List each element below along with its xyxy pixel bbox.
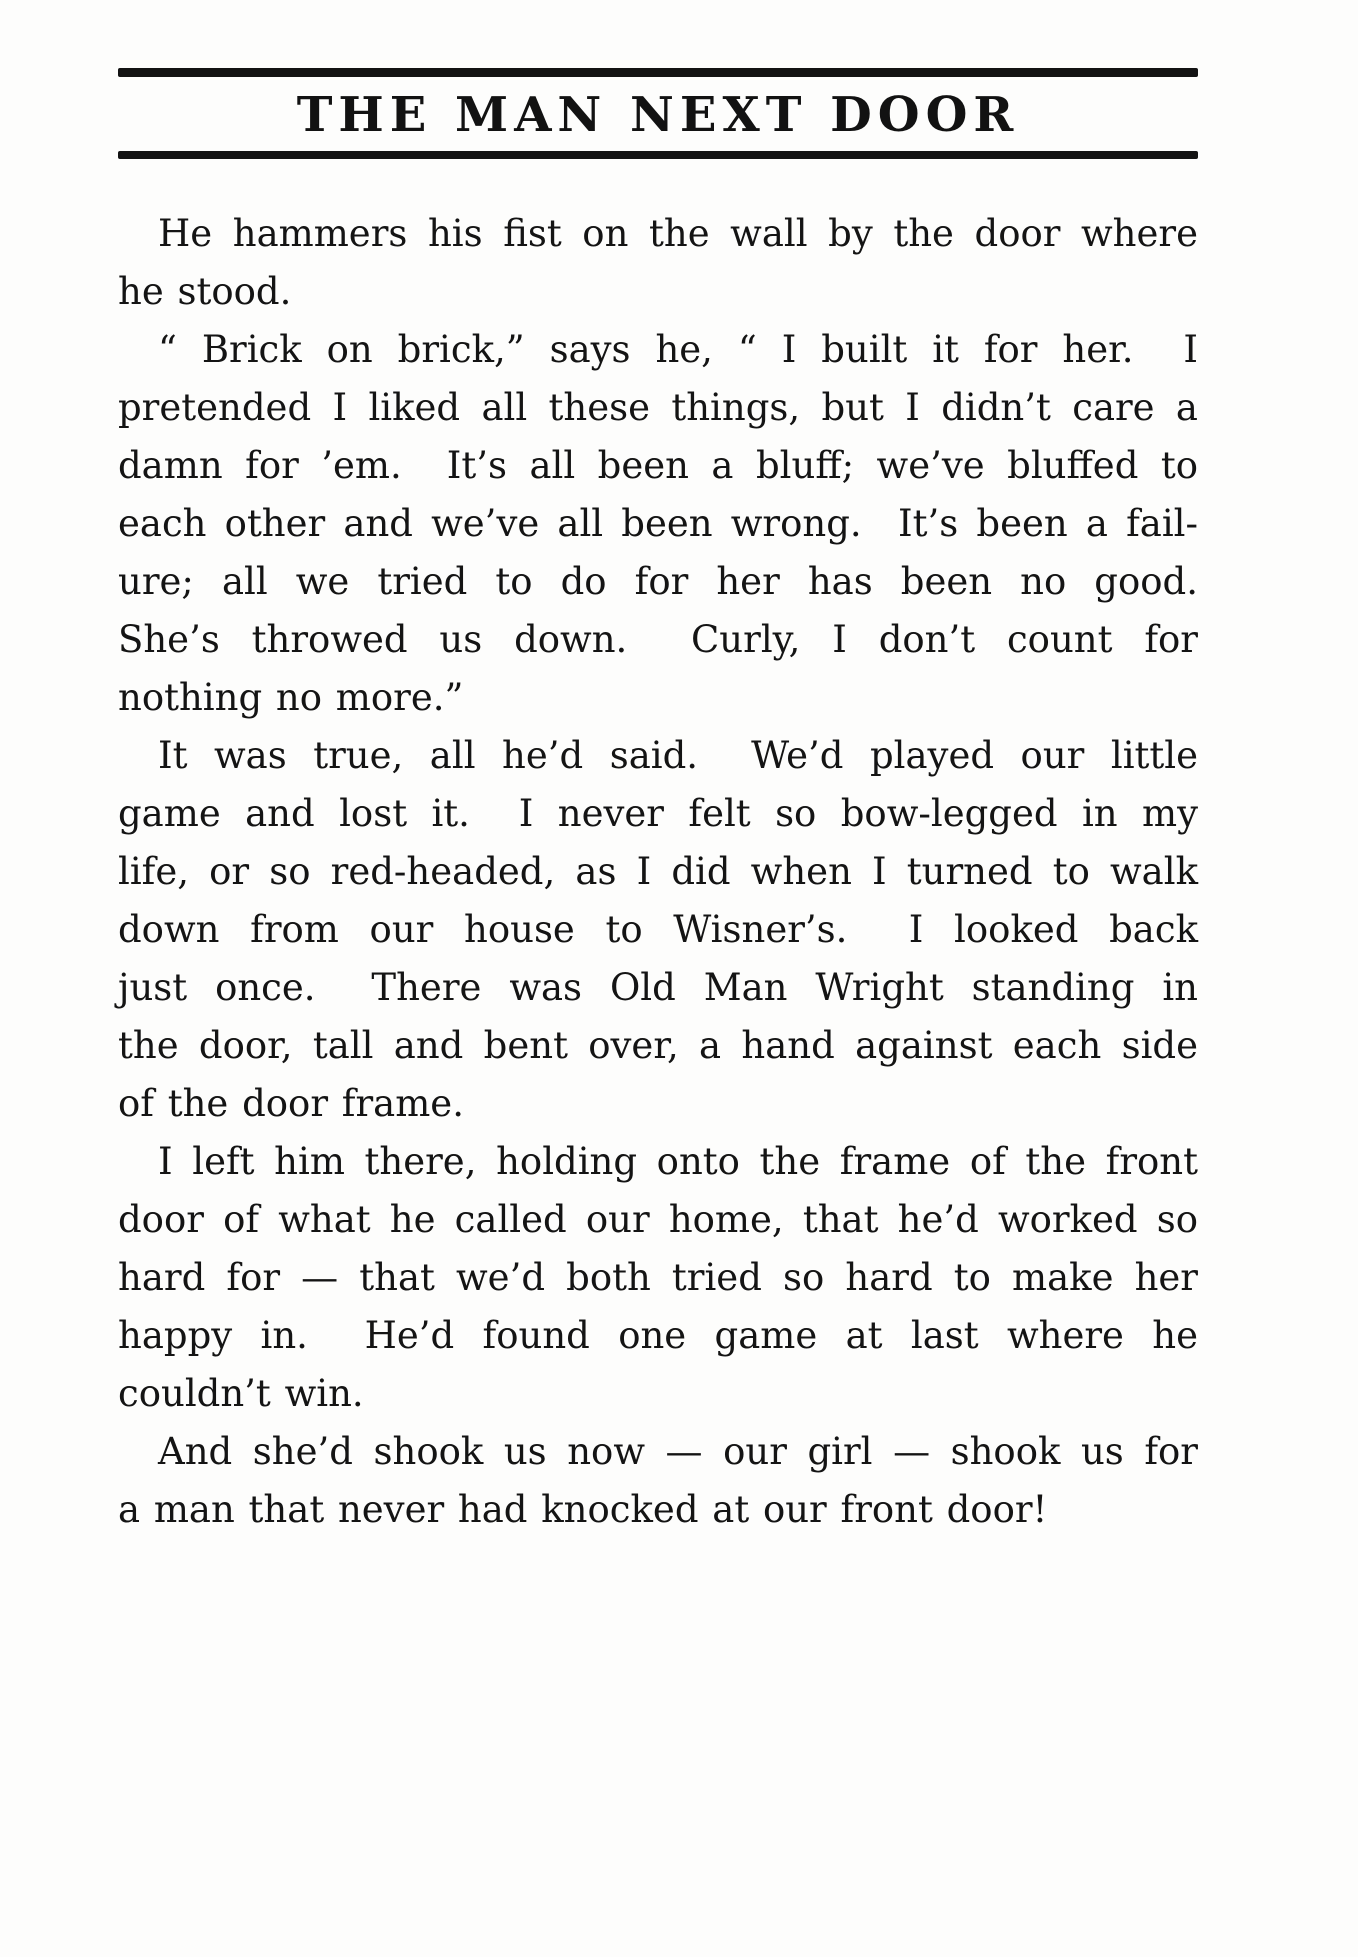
text-line: each other and we’ve all been wrong. It’s been a fail-	[118, 502, 1198, 545]
text-line: ure; all we tried to do for her has been no good.	[118, 560, 1198, 603]
page-body	[118, 205, 1198, 1539]
text-line: door of what he called our home, that he’d worked so	[118, 1198, 1198, 1241]
paragraph	[118, 1423, 1198, 1539]
text-line: couldn’t win.	[118, 1372, 364, 1415]
text-line: life, or so red-headed, as I did when I turned to walk	[118, 850, 1198, 893]
paragraph	[118, 1133, 1198, 1423]
header-rule-bottom	[118, 151, 1198, 159]
text-line: a man that never had knocked at our front door!	[118, 1488, 1048, 1531]
text-line: happy in. He’d found one game at last where he	[118, 1314, 1198, 1357]
text-line: It was true, all he’d said. We’d played our little	[158, 734, 1198, 777]
text-line: He hammers his fist on the wall by the door where	[158, 212, 1198, 255]
text-line: nothing no more.”	[118, 676, 464, 719]
text-line: “ Brick on brick,” says he, “ I built it for her. I	[158, 328, 1198, 371]
text-line: game and lost it. I never felt so bow-legged in my	[118, 792, 1198, 835]
paragraph	[118, 727, 1198, 1133]
paragraph	[118, 321, 1198, 727]
text-line: hard for — that we’d both tried so hard to make her	[118, 1256, 1198, 1299]
text-line: the door, tall and bent over, a hand against each side	[118, 1024, 1198, 1067]
header-rule-top	[118, 68, 1198, 77]
text-line: just once. There was Old Man Wright standing in	[118, 966, 1198, 1009]
paragraph	[118, 205, 1198, 321]
text-line: he stood.	[118, 270, 292, 313]
text-line: of the door frame.	[118, 1082, 464, 1125]
text-line: pretended I liked all these things, but I didn’t care a	[118, 386, 1198, 429]
text-line: down from our house to Wisner’s. I looked back	[118, 908, 1198, 951]
text-line: I left him there, holding onto the frame of the front	[158, 1140, 1198, 1183]
text-column	[118, 68, 1198, 1539]
text-line: And she’d shook us now — our girl — shook us for	[158, 1430, 1198, 1473]
text-line: damn for ’em. It’s all been a bluff; we’ve bluffed to	[118, 444, 1198, 487]
text-line: She’s throwed us down. Curly, I don’t count for	[118, 618, 1198, 661]
chapter-title: THE MAN NEXT DOOR	[296, 87, 1020, 143]
